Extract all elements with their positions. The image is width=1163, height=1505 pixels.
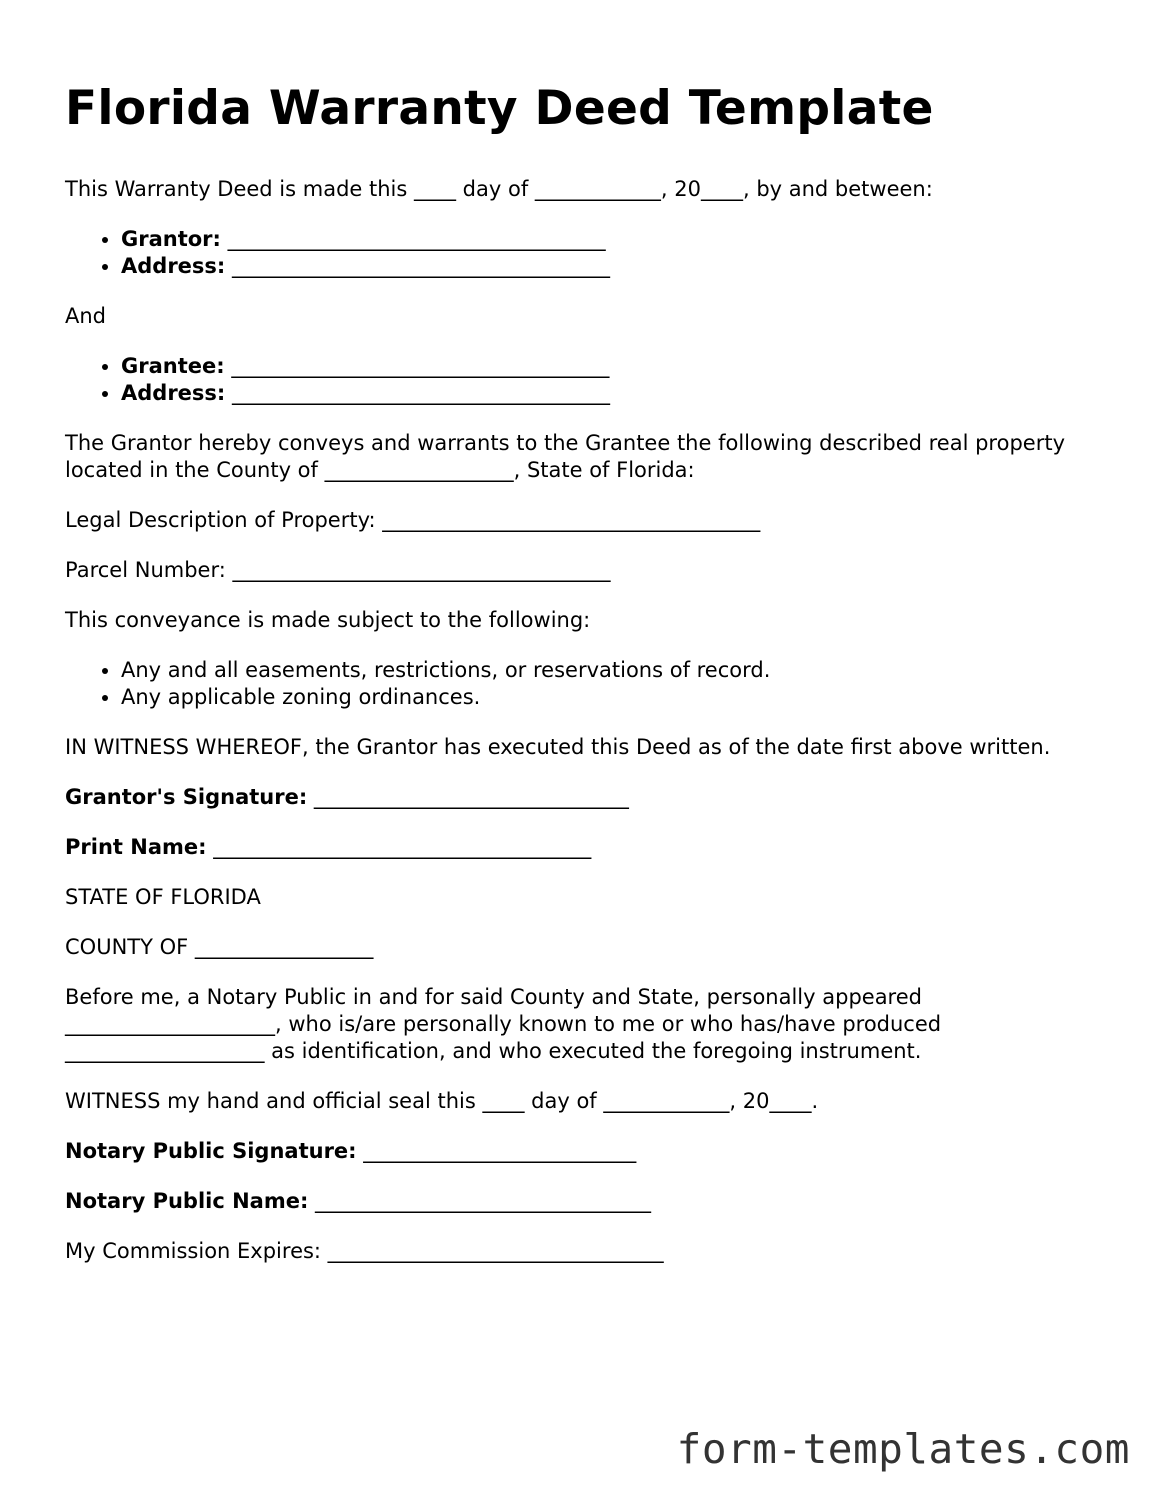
grantor-label: Grantor: <box>121 227 221 251</box>
print-name-label: Print Name: <box>65 835 207 859</box>
grantee-blank: ____________________________________ <box>224 354 610 378</box>
seal-paragraph: WITNESS my hand and official seal this ____ day of ____________, 20____. <box>65 1089 819 1113</box>
notary-signature-line <box>65 1138 1075 1165</box>
list-item-zoning: • Any applicable zoning ordinances. <box>121 684 1075 711</box>
notary-name-label: Notary Public Name: <box>65 1189 309 1213</box>
state-line: STATE OF FLORIDA <box>65 885 261 909</box>
grantor-signature-blank: ______________________________ <box>307 785 629 809</box>
grantor-signature-line <box>65 784 1075 811</box>
grantor-list <box>65 226 1075 280</box>
grantor-blank: ____________________________________ <box>220 227 606 251</box>
list-item-grantor <box>121 226 1075 253</box>
page-title: Florida Warranty Deed Template <box>65 81 934 136</box>
list-item-grantor-address <box>121 253 1075 280</box>
grantor-address-label: Address: <box>121 254 226 278</box>
grantee-address-blank: ____________________________________ <box>225 381 611 405</box>
watermark: form-templates.com <box>676 1425 1130 1473</box>
document-page <box>65 78 1075 1288</box>
grantor-address-blank: ____________________________________ <box>225 254 611 278</box>
list-item-grantee <box>121 353 1075 380</box>
notary-paragraph: Before me, a Notary Public in and for said County and State, personally appeared ____________________, who is/are personally known to me or who has/have produced ___________________ as identification, and who executed the foregoing instrument. <box>65 985 942 1063</box>
grantor-signature-label: Grantor's Signature: <box>65 785 308 809</box>
subject-list <box>65 657 1075 711</box>
subject-intro: This conveyance is made subject to the following: <box>65 608 591 632</box>
parcel-number-line: Parcel Number: ____________________________________ <box>65 558 611 582</box>
notary-signature-label: Notary Public Signature: <box>65 1139 357 1163</box>
conveys-paragraph: The Grantor hereby conveys and warrants to the Grantee the following described real property located in the County of __________________, State of Florida: <box>65 431 1065 482</box>
and-text: And <box>65 304 107 328</box>
notary-name-line <box>65 1188 1075 1215</box>
county-line: COUNTY OF _________________ <box>65 935 374 959</box>
intro-paragraph: This Warranty Deed is made this ____ day of ____________, 20____, by and between: <box>65 177 933 201</box>
notary-name-blank: ________________________________ <box>308 1189 652 1213</box>
commission-expires-line: My Commission Expires: ________________________________ <box>65 1239 664 1263</box>
grantee-label: Grantee: <box>121 354 225 378</box>
notary-signature-blank: __________________________ <box>356 1139 637 1163</box>
print-name-blank: ____________________________________ <box>206 835 592 859</box>
grantee-address-label: Address: <box>121 381 226 405</box>
list-item-easements: • Any and all easements, restrictions, or reservations of record. <box>121 657 1075 684</box>
grantee-list <box>65 353 1075 407</box>
list-item-grantee-address <box>121 380 1075 407</box>
legal-description-line: Legal Description of Property: ____________________________________ <box>65 508 761 532</box>
witness-paragraph: IN WITNESS WHEREOF, the Grantor has executed this Deed as of the date first above written. <box>65 735 1051 759</box>
print-name-line <box>65 834 1075 861</box>
